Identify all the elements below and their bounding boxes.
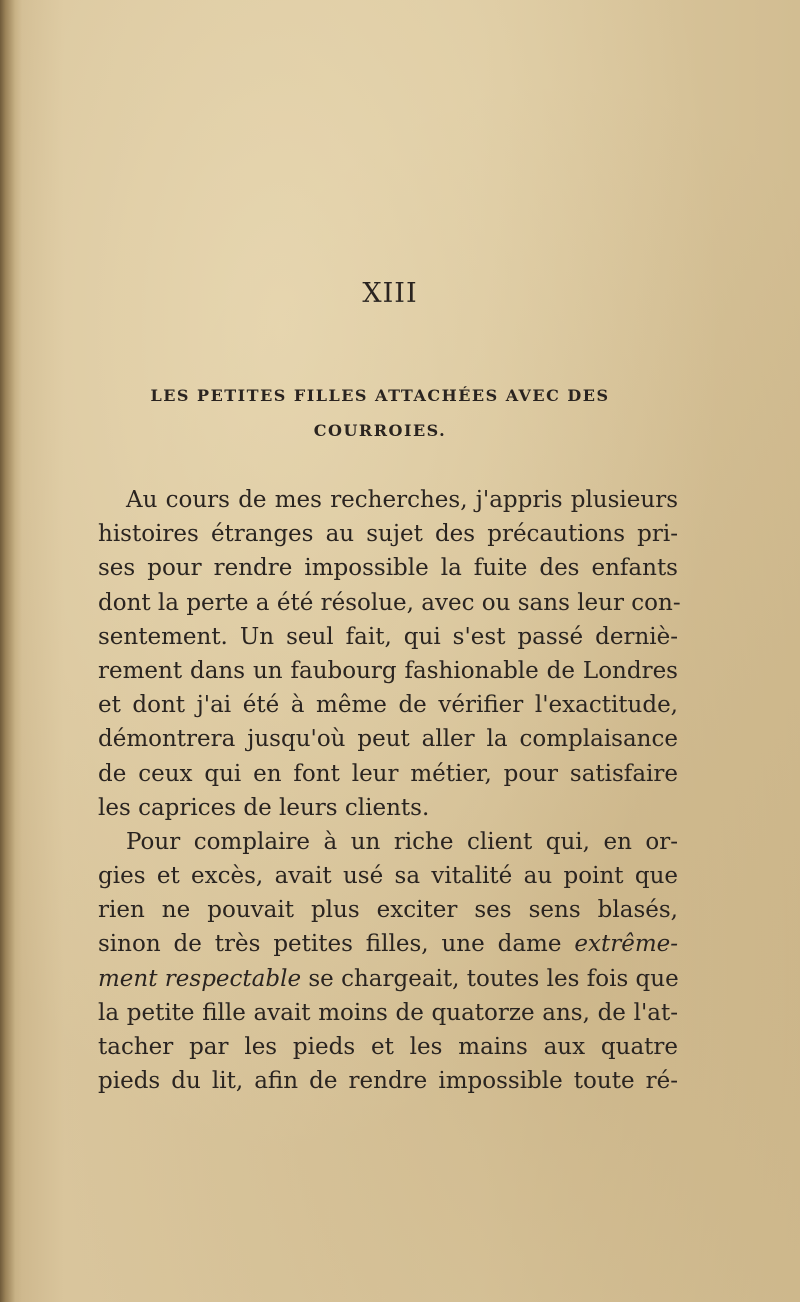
text-line: pieds du lit, afin de rendre impossible toute ré-: [98, 1068, 678, 1095]
chapter-title-line: LES PETITES FILLES ATTACHÉES AVEC DES: [150, 386, 610, 405]
text-segment: sinon de très petites filles, une dame: [98, 931, 562, 958]
text-segment: se chargeait, toutes les fois que: [308, 965, 679, 992]
text-line: histoires étranges au sujet des précautions pri-: [98, 521, 678, 548]
text-line: Au cours de mes recherches, j'appris plusieurs: [126, 487, 678, 513]
text-line: rement dans un faubourg fashionable de Londres: [98, 657, 678, 684]
chapter-title-line: COURROIES.: [313, 421, 447, 440]
text-line: la petite fille avait moins de quatorze ans, de l'at-: [98, 999, 678, 1026]
text-line: démontrera jusqu'où peut aller la complaisance: [98, 726, 678, 753]
chapter-number: XIII: [362, 278, 418, 309]
text-line: sentement. Un seul fait, qui s'est passé derniè-: [98, 623, 678, 650]
text-line: Pour complaire à un riche client qui, en or-: [126, 828, 678, 855]
text-line: ses pour rendre impossible la fuite des enfants: [98, 555, 678, 582]
text-line: [98, 962, 678, 996]
italic-text: extrême-: [574, 931, 679, 958]
text-line: les caprices de leurs clients.: [98, 794, 430, 821]
italic-text: ment respectable: [98, 965, 302, 992]
text-line: et dont j'ai été à même de vérifier l'exactitude,: [98, 692, 678, 719]
text-line: gies et excès, avait usé sa vitalité au point que: [98, 863, 678, 890]
body-text: [98, 483, 681, 1098]
text-line: [98, 927, 678, 961]
text-line: tacher par les pieds et les mains aux quatre: [98, 1034, 678, 1060]
text-line: dont la perte a été résolue, avec ou sans leur con-: [98, 589, 681, 616]
text-line: de ceux qui en font leur métier, pour satisfaire: [98, 760, 678, 787]
text-line: rien ne pouvait plus exciter ses sens blasés,: [98, 897, 678, 924]
chapter-title: [120, 378, 640, 448]
